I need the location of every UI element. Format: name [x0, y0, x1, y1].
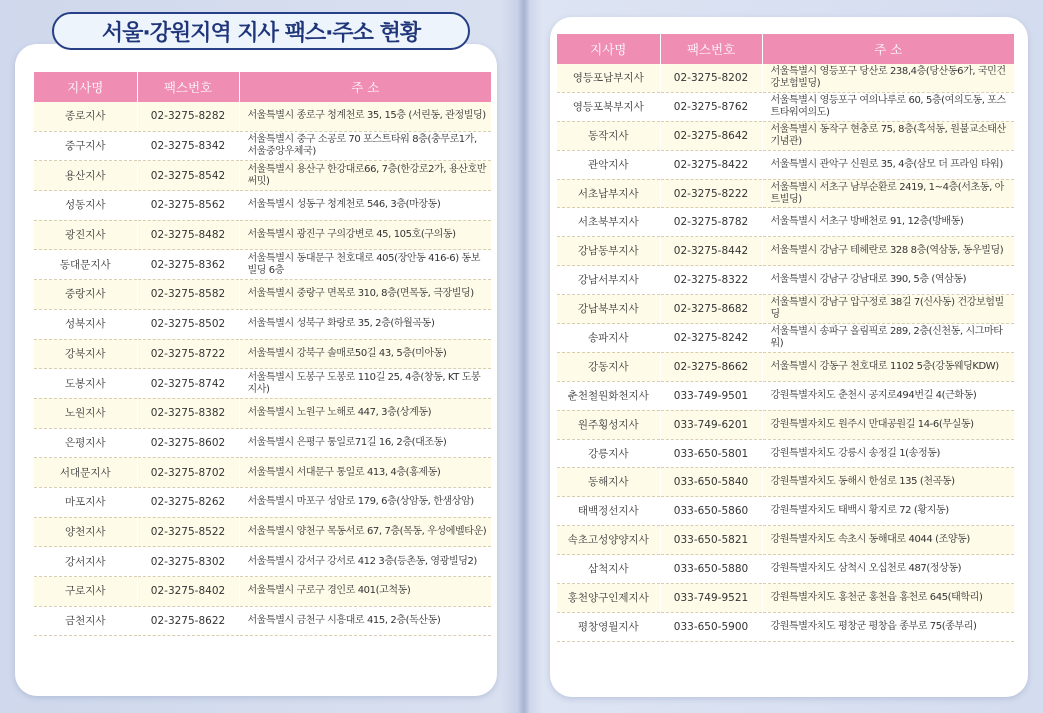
branch-name-cell: 강동지사 — [557, 352, 660, 381]
address-cell: 서울특별시 강남구 압구정로 38길 7(신사동) 건강보험빌딩 — [762, 295, 1014, 324]
table-row — [34, 250, 491, 280]
fax-number-cell: 02-3275-8422 — [660, 150, 762, 179]
address-cell: 서울특별시 용산구 한강대로66, 7층(한강로2가, 용산호반써밋) — [239, 161, 491, 191]
address-cell: 서울특별시 성동구 청계천로 546, 3층(마장동) — [239, 191, 491, 221]
address-cell: 강원특별자치도 평창군 평창읍 종부로 75(종부리) — [762, 612, 1014, 641]
table-row — [557, 410, 1014, 439]
table-row — [557, 439, 1014, 468]
table-row — [557, 295, 1014, 324]
header-branch-name: 지사명 — [34, 72, 137, 102]
left-branch-table — [34, 72, 492, 636]
address-cell: 강원특별자치도 원주시 만대공원길 14-6(무실동) — [762, 410, 1014, 439]
fax-number-cell: 02-3275-8502 — [137, 309, 239, 339]
fax-number-cell: 033-749-9521 — [660, 584, 762, 613]
table-row — [557, 121, 1014, 150]
branch-name-cell: 마포지사 — [34, 487, 137, 517]
branch-name-cell: 성동지사 — [34, 191, 137, 221]
branch-name-cell: 은평지사 — [34, 428, 137, 458]
fax-number-cell: 033-650-5880 — [660, 555, 762, 584]
right-branch-table — [557, 34, 1015, 642]
branch-name-cell: 중랑지사 — [34, 280, 137, 310]
branch-name-cell: 동대문지사 — [34, 250, 137, 280]
header-fax-number: 팩스번호 — [137, 72, 239, 102]
branch-name-cell: 서초남부지사 — [557, 179, 660, 208]
fax-number-cell: 02-3275-8482 — [137, 220, 239, 250]
branch-name-cell: 중구지사 — [34, 131, 137, 161]
branch-name-cell: 영등포남부지사 — [557, 64, 660, 92]
branch-name-cell: 삼척지사 — [557, 555, 660, 584]
branch-name-cell: 도봉지사 — [34, 369, 137, 399]
table-row — [34, 577, 491, 607]
fax-number-cell: 02-3275-8362 — [137, 250, 239, 280]
branch-name-cell: 서초북부지사 — [557, 208, 660, 237]
fax-number-cell: 033-749-9501 — [660, 381, 762, 410]
table-row — [34, 398, 491, 428]
address-cell: 서울특별시 은평구 통일로71길 16, 2층(대조동) — [239, 428, 491, 458]
header-branch-name: 지사명 — [557, 34, 660, 64]
address-cell: 서울특별시 서초구 남부순환로 2419, 1~4층(서초동, 아트빌딩) — [762, 179, 1014, 208]
fax-number-cell: 02-3275-8302 — [137, 547, 239, 577]
fax-number-cell: 02-3275-8562 — [137, 191, 239, 221]
address-cell: 서울특별시 강남구 테헤란로 328 8층(역삼동, 동우빌딩) — [762, 237, 1014, 266]
address-cell: 서울특별시 영등포구 여의나루로 60, 5층(여의도동, 포스트타워여의도) — [762, 92, 1014, 121]
branch-name-cell: 관악지사 — [557, 150, 660, 179]
table-row — [557, 526, 1014, 555]
address-cell: 서울특별시 마포구 성암로 179, 6층(상암동, 한샘상암) — [239, 487, 491, 517]
address-cell: 서울특별시 강동구 천호대로 1102 5층(강동웨딩KDW) — [762, 352, 1014, 381]
fax-number-cell: 02-3275-8642 — [660, 121, 762, 150]
address-cell: 서울특별시 광진구 구의강변로 45, 105호(구의동) — [239, 220, 491, 250]
table-row — [34, 547, 491, 577]
fax-number-cell: 02-3275-8722 — [137, 339, 239, 369]
branch-name-cell: 종로지사 — [34, 102, 137, 131]
branch-name-cell: 동작지사 — [557, 121, 660, 150]
fax-number-cell: 02-3275-8622 — [137, 606, 239, 636]
table-row — [34, 428, 491, 458]
branch-name-cell: 동해지사 — [557, 468, 660, 497]
address-cell: 서울특별시 구로구 경인로 401(고척동) — [239, 577, 491, 607]
table-row — [34, 487, 491, 517]
branch-name-cell: 홍천양구인제지사 — [557, 584, 660, 613]
branch-name-cell: 강남서부지사 — [557, 266, 660, 295]
table-header-row — [34, 72, 491, 102]
fax-number-cell: 02-3275-8762 — [660, 92, 762, 121]
branch-name-cell: 양천지사 — [34, 517, 137, 547]
branch-name-cell: 용산지사 — [34, 161, 137, 191]
fax-number-cell: 02-3275-8662 — [660, 352, 762, 381]
branch-name-cell: 강남북부지사 — [557, 295, 660, 324]
fax-number-cell: 02-3275-8782 — [660, 208, 762, 237]
table-row — [557, 64, 1014, 92]
branch-name-cell: 금천지사 — [34, 606, 137, 636]
table-row — [34, 309, 491, 339]
address-cell: 서울특별시 영등포구 당산로 238,4층(당산동6가, 국민건강보험빌딩) — [762, 64, 1014, 92]
branch-name-cell: 강릉지사 — [557, 439, 660, 468]
address-cell: 강원특별자치도 속초시 동해대로 4044 (조양동) — [762, 526, 1014, 555]
fax-number-cell: 02-3275-8242 — [660, 324, 762, 353]
address-cell: 서울특별시 송파구 올림픽로 289, 2층(신천동, 시그마타워) — [762, 324, 1014, 353]
table-row — [557, 208, 1014, 237]
branch-name-cell: 강남동부지사 — [557, 237, 660, 266]
header-address: 주 소 — [239, 72, 491, 102]
branch-name-cell: 성북지사 — [34, 309, 137, 339]
fax-number-cell: 02-3275-8322 — [660, 266, 762, 295]
address-cell: 서울특별시 도봉구 도봉로 110길 25, 4층(창동, KT 도봉지사) — [239, 369, 491, 399]
table-row — [34, 191, 491, 221]
address-cell: 서울특별시 동작구 현충로 75, 8층(흑석동, 원불교소태산기념관) — [762, 121, 1014, 150]
address-cell: 서울특별시 강북구 솔매로50길 43, 5층(미아동) — [239, 339, 491, 369]
left-table-body — [34, 102, 491, 636]
table-row — [557, 381, 1014, 410]
branch-name-cell: 노원지사 — [34, 398, 137, 428]
fax-number-cell: 02-3275-8602 — [137, 428, 239, 458]
branch-name-cell: 평창영월지사 — [557, 612, 660, 641]
table-row — [557, 92, 1014, 121]
table-row — [34, 339, 491, 369]
table-row — [557, 150, 1014, 179]
header-fax-number: 팩스번호 — [660, 34, 762, 64]
address-cell: 강원특별자치도 삼척시 오십천로 487(정상동) — [762, 555, 1014, 584]
address-cell: 서울특별시 강남구 강남대로 390, 5층 (역삼동) — [762, 266, 1014, 295]
page-title: 서울·강원지역 지사 팩스·주소 현황 — [101, 20, 421, 46]
table-row — [557, 324, 1014, 353]
table-row — [34, 161, 491, 191]
fax-number-cell: 02-3275-8442 — [660, 237, 762, 266]
address-cell: 서울특별시 양천구 목동서로 67, 7층(목동, 우성에벨타운) — [239, 517, 491, 547]
header-address: 주 소 — [762, 34, 1014, 64]
fax-number-cell: 02-3275-8222 — [660, 179, 762, 208]
table-row — [557, 584, 1014, 613]
fax-number-cell: 02-3275-8402 — [137, 577, 239, 607]
address-cell: 서울특별시 강서구 강서로 412 3층(등촌동, 영광빌딩2) — [239, 547, 491, 577]
table-row — [557, 237, 1014, 266]
table-row — [34, 280, 491, 310]
branch-name-cell: 강북지사 — [34, 339, 137, 369]
fax-number-cell: 02-3275-8202 — [660, 64, 762, 92]
address-cell: 서울특별시 서대문구 통일로 413, 4층(홍제동) — [239, 458, 491, 488]
address-cell: 서울특별시 노원구 노해로 447, 3층(상계동) — [239, 398, 491, 428]
fax-number-cell: 02-3275-8282 — [137, 102, 239, 131]
address-cell: 서울특별시 종로구 청계천로 35, 15층 (서린동, 관정빌딩) — [239, 102, 491, 131]
address-cell: 강원특별자치도 동해시 한섬로 135 (천곡동) — [762, 468, 1014, 497]
branch-name-cell: 영등포북부지사 — [557, 92, 660, 121]
address-cell: 서울특별시 금천구 시흥대로 415, 2층(독산동) — [239, 606, 491, 636]
page-spine — [518, 0, 530, 713]
branch-name-cell: 송파지사 — [557, 324, 660, 353]
table-row — [557, 555, 1014, 584]
table-row — [34, 102, 491, 131]
fax-number-cell: 02-3275-8382 — [137, 398, 239, 428]
fax-number-cell: 02-3275-8522 — [137, 517, 239, 547]
table-row — [557, 179, 1014, 208]
table-row — [34, 517, 491, 547]
page-title-banner — [52, 12, 470, 50]
right-table-body — [557, 64, 1014, 641]
branch-name-cell: 서대문지사 — [34, 458, 137, 488]
table-row — [557, 612, 1014, 641]
table-row — [557, 266, 1014, 295]
table-row — [34, 131, 491, 161]
table-row — [557, 468, 1014, 497]
branch-name-cell: 춘천철원화천지사 — [557, 381, 660, 410]
fax-number-cell: 02-3275-8682 — [660, 295, 762, 324]
fax-number-cell: 033-650-5801 — [660, 439, 762, 468]
branch-name-cell: 광진지사 — [34, 220, 137, 250]
address-cell: 서울특별시 관악구 신원로 35, 4층(삼모 더 프라임 타워) — [762, 150, 1014, 179]
fax-number-cell: 02-3275-8582 — [137, 280, 239, 310]
table-row — [34, 220, 491, 250]
address-cell: 강원특별자치도 강릉시 송정길 1(송정동) — [762, 439, 1014, 468]
branch-name-cell: 원주횡성지사 — [557, 410, 660, 439]
table-row — [557, 352, 1014, 381]
fax-number-cell: 02-3275-8342 — [137, 131, 239, 161]
table-row — [34, 606, 491, 636]
fax-number-cell: 02-3275-8742 — [137, 369, 239, 399]
fax-number-cell: 02-3275-8542 — [137, 161, 239, 191]
table-row — [34, 369, 491, 399]
branch-name-cell: 구로지사 — [34, 577, 137, 607]
fax-number-cell: 02-3275-8262 — [137, 487, 239, 517]
table-row — [34, 458, 491, 488]
table-header-row — [557, 34, 1014, 64]
fax-number-cell: 033-650-5900 — [660, 612, 762, 641]
address-cell: 서울특별시 중랑구 면목로 310, 8층(면목동, 극장빌딩) — [239, 280, 491, 310]
address-cell: 서울특별시 동대문구 천호대로 405(장안동 416-6) 동보빌딩 6층 — [239, 250, 491, 280]
table-row — [557, 497, 1014, 526]
address-cell: 강원특별자치도 태백시 황지로 72 (황지동) — [762, 497, 1014, 526]
branch-name-cell: 태백정선지사 — [557, 497, 660, 526]
fax-number-cell: 033-650-5860 — [660, 497, 762, 526]
fax-number-cell: 033-650-5821 — [660, 526, 762, 555]
fax-number-cell: 033-650-5840 — [660, 468, 762, 497]
address-cell: 서울특별시 서초구 방배천로 91, 12층(방배동) — [762, 208, 1014, 237]
address-cell: 강원특별자치도 춘천시 공지로494번길 4(근화동) — [762, 381, 1014, 410]
address-cell: 서울특별시 성북구 화랑로 35, 2층(하월곡동) — [239, 309, 491, 339]
fax-number-cell: 02-3275-8702 — [137, 458, 239, 488]
branch-name-cell: 속초고성양양지사 — [557, 526, 660, 555]
fax-number-cell: 033-749-6201 — [660, 410, 762, 439]
address-cell: 강원특별자치도 홍천군 홍천읍 홍천로 645(태학리) — [762, 584, 1014, 613]
branch-name-cell: 강서지사 — [34, 547, 137, 577]
address-cell: 서울특별시 중구 소공로 70 포스트타워 8층(충무로1가, 서울중앙우체국) — [239, 131, 491, 161]
